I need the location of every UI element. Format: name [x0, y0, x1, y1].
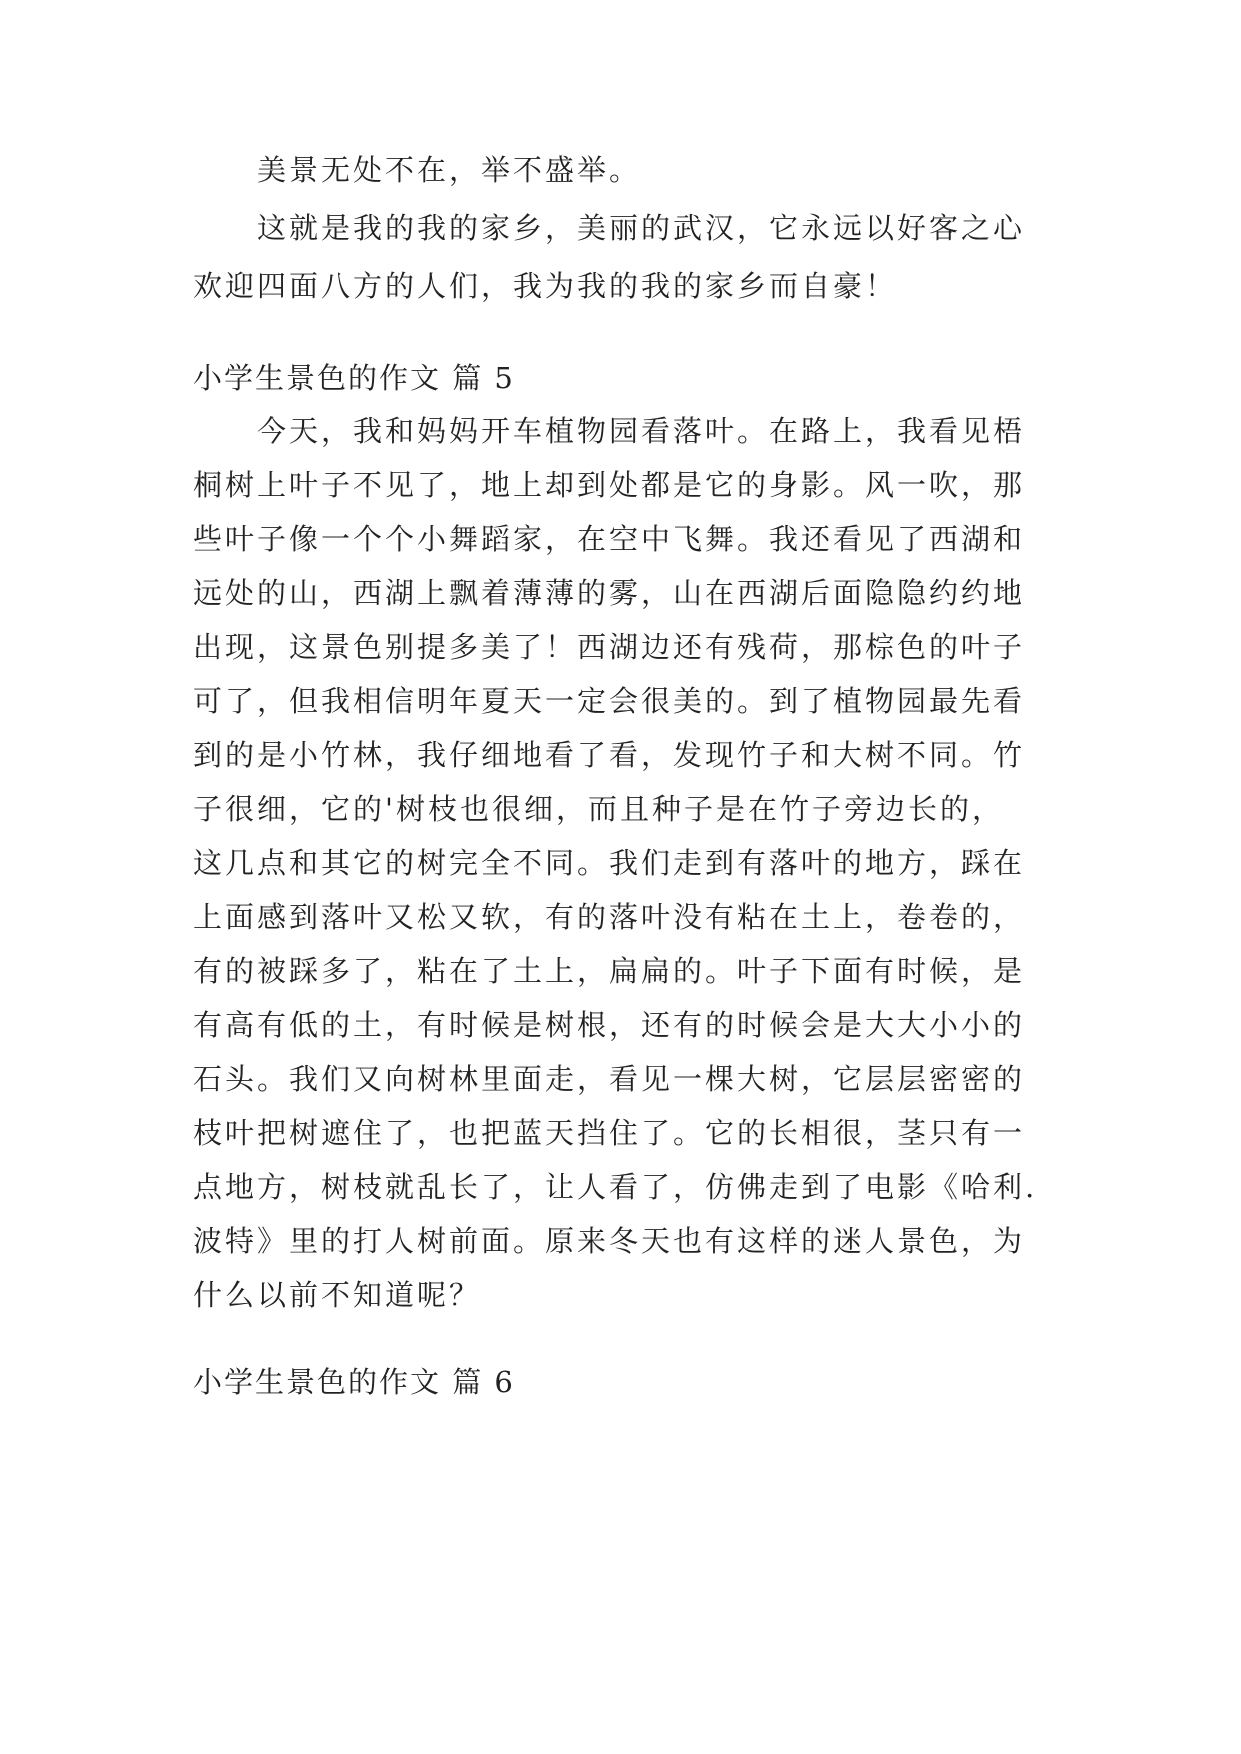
- paragraph-line: 桐树上叶子不见了，地上却到处都是它的身影。风一吹，那: [193, 468, 1026, 502]
- paragraph-line: 枝叶把树遮住了，也把蓝天挡住了。它的长相很，茎只有一: [193, 1116, 1026, 1150]
- paragraph-line: 这几点和其它的树完全不同。我们走到有落叶的地方，踩在: [193, 846, 1026, 880]
- paragraph-line: 可了，但我相信明年夏天一定会很美的。到了植物园最先看: [193, 684, 1026, 718]
- paragraph-line: 远处的山，西湖上飘着薄薄的雾，山在西湖后面隐隐约约地: [193, 576, 1026, 610]
- paragraph-line: 这就是我的我的家乡，美丽的武汉，它永远以好客之心: [257, 211, 1026, 245]
- paragraph-line: 美景无处不在，举不盛举。: [257, 153, 642, 187]
- paragraph-line: 欢迎四面八方的人们，我为我的我的家乡而自豪！: [193, 269, 898, 303]
- paragraph-line: 子很细，它的'树枝也很细，而且种子是在竹子旁边长的，: [193, 792, 1004, 826]
- paragraph-line: 有的被踩多了，粘在了土上，扁扁的。叶子下面有时候，是: [193, 954, 1026, 988]
- paragraph-line: 些叶子像一个个小舞蹈家，在空中飞舞。我还看见了西湖和: [193, 522, 1026, 556]
- section-heading: 小学生景色的作文 篇 6: [193, 1365, 515, 1399]
- paragraph-line: 点地方，树枝就乱长了，让人看了，仿佛走到了电影《哈利.: [193, 1170, 1038, 1204]
- paragraph-line: 今天，我和妈妈开车植物园看落叶。在路上，我看见梧: [257, 414, 1026, 448]
- paragraph-line: 什么以前不知道呢？: [193, 1278, 482, 1312]
- section-heading: 小学生景色的作文 篇 5: [193, 361, 515, 395]
- paragraph-line: 波特》里的打人树前面。原来冬天也有这样的迷人景色，为: [193, 1224, 1026, 1258]
- paragraph-line: 石头。我们又向树林里面走，看见一棵大树，它层层密密的: [193, 1062, 1026, 1096]
- paragraph-line: 出现，这景色别提多美了！西湖边还有残荷，那棕色的叶子: [193, 630, 1026, 664]
- paragraph-line: 上面感到落叶又松又软，有的落叶没有粘在土上，卷卷的，: [193, 900, 1026, 934]
- paragraph-line: 有高有低的土，有时候是树根，还有的时候会是大大小小的: [193, 1008, 1026, 1042]
- paragraph-line: 到的是小竹林，我仔细地看了看，发现竹子和大树不同。竹: [193, 738, 1026, 772]
